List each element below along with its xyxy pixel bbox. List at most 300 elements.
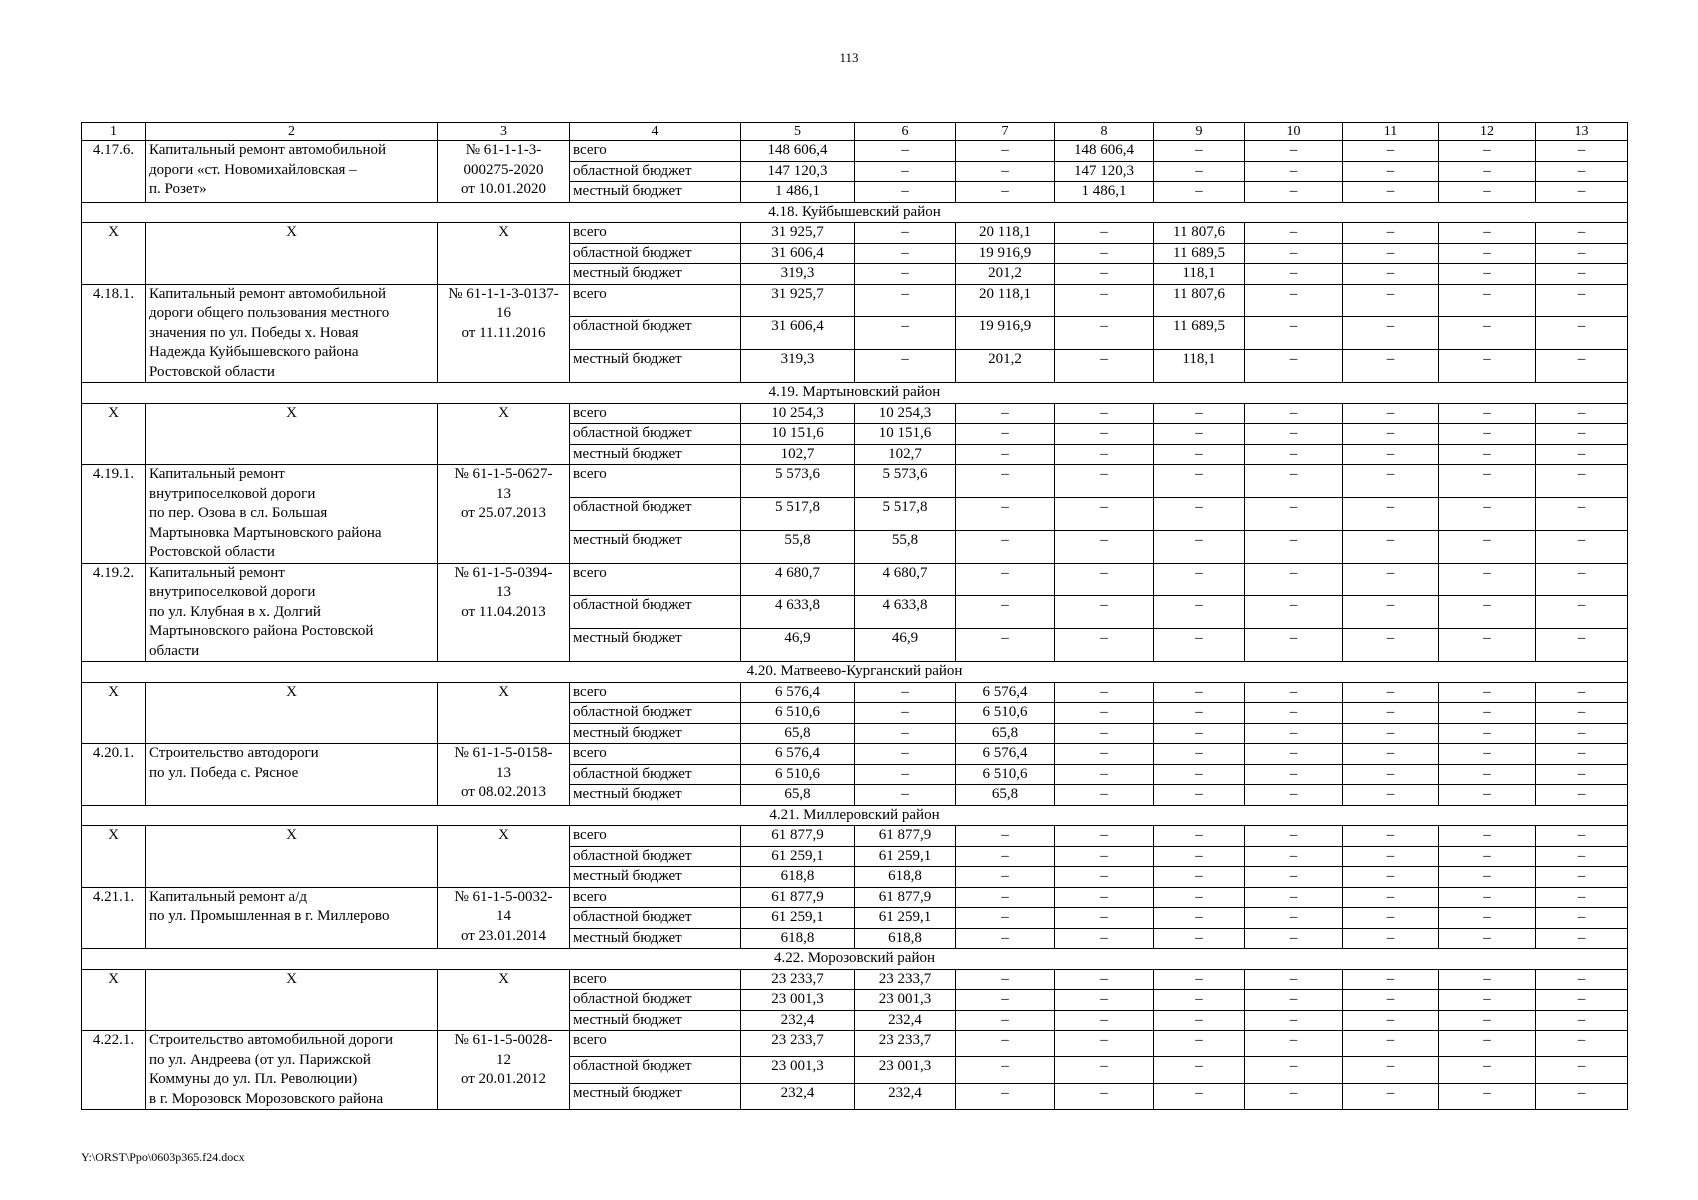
- object-name: [146, 223, 438, 285]
- value-cell: 201,2: [956, 350, 1055, 383]
- funding-source: местный бюджет: [570, 1083, 741, 1109]
- value-cell: –: [1154, 908, 1245, 929]
- item-number: 4.18.1.: [82, 284, 146, 383]
- value-cell: –: [1536, 908, 1628, 929]
- contract-number: [438, 284, 570, 383]
- value-cell: –: [1439, 350, 1536, 383]
- value-cell: 61 259,1: [741, 846, 855, 867]
- value-cell: –: [1536, 284, 1628, 317]
- value-cell: 31 925,7: [741, 223, 855, 244]
- contract-line: X: [498, 970, 509, 987]
- funding-source: местный бюджет: [570, 723, 741, 744]
- value-cell: –: [1343, 284, 1439, 317]
- value-cell: –: [1055, 243, 1154, 264]
- value-cell: –: [1439, 785, 1536, 806]
- table-row: [82, 403, 1628, 424]
- value-cell: 232,4: [855, 1010, 956, 1031]
- table-row: [82, 141, 1628, 162]
- contract-line: 000275-2020: [463, 161, 544, 178]
- value-cell: –: [1536, 744, 1628, 765]
- value-cell: –: [1536, 350, 1628, 383]
- contract-line: X: [498, 827, 509, 843]
- value-cell: 4 633,8: [855, 596, 956, 629]
- object-name-line: Капитальный ремонт: [149, 564, 285, 581]
- value-cell: –: [956, 990, 1055, 1011]
- contract-number: [438, 969, 570, 1031]
- contract-line: от 23.01.2014: [460, 927, 547, 944]
- funding-source: местный бюджет: [570, 629, 741, 662]
- funding-source: областной бюджет: [570, 846, 741, 867]
- table-body: [82, 123, 1628, 1110]
- value-cell: –: [1055, 1057, 1154, 1083]
- value-cell: 31 925,7: [741, 284, 855, 317]
- funding-source: местный бюджет: [570, 785, 741, 806]
- value-cell: –: [956, 497, 1055, 530]
- value-cell: 5 517,8: [855, 497, 956, 530]
- contract-line: от 11.11.2016: [461, 324, 546, 341]
- value-cell: –: [1439, 141, 1536, 162]
- funding-source: всего: [570, 1031, 741, 1057]
- table-row: [82, 887, 1628, 908]
- contract-line: № 61-1-5-0158-: [454, 745, 553, 761]
- value-cell: –: [1536, 1010, 1628, 1031]
- object-name-line: внутрипоселковой дороги: [149, 485, 316, 502]
- value-cell: –: [1245, 1010, 1343, 1031]
- value-cell: –: [1536, 243, 1628, 264]
- value-cell: –: [1536, 563, 1628, 596]
- funding-source: всего: [570, 969, 741, 990]
- value-cell: 23 233,7: [855, 969, 956, 990]
- contract-line: от 20.01.2012: [460, 1071, 547, 1087]
- value-cell: –: [1439, 1031, 1536, 1057]
- object-name-line: Капитальный ремонт а/д: [149, 888, 307, 905]
- contract-number: [438, 563, 570, 662]
- table-row: [82, 284, 1628, 317]
- funding-source: областной бюджет: [570, 703, 741, 724]
- value-cell: –: [1343, 563, 1439, 596]
- value-cell: –: [956, 161, 1055, 182]
- value-cell: –: [1245, 846, 1343, 867]
- item-number: X: [82, 223, 146, 285]
- value-cell: –: [956, 887, 1055, 908]
- value-cell: 6 510,6: [956, 703, 1055, 724]
- value-cell: –: [1536, 444, 1628, 465]
- value-cell: –: [1154, 723, 1245, 744]
- item-number: 4.20.1.: [82, 744, 146, 806]
- value-cell: –: [1245, 182, 1343, 203]
- value-cell: –: [1439, 826, 1536, 847]
- value-cell: 6 576,4: [956, 682, 1055, 703]
- value-cell: –: [1154, 969, 1245, 990]
- value-cell: –: [1055, 563, 1154, 596]
- item-number: X: [82, 826, 146, 888]
- value-cell: –: [1055, 744, 1154, 765]
- section-title: 4.20. Матвеево-Курганский район: [82, 662, 1628, 683]
- value-cell: 11 807,6: [1154, 284, 1245, 317]
- value-cell: –: [1055, 1010, 1154, 1031]
- funding-source: областной бюджет: [570, 497, 741, 530]
- value-cell: 65,8: [956, 723, 1055, 744]
- value-cell: –: [1154, 141, 1245, 162]
- header-cell: 4: [570, 123, 741, 141]
- value-cell: –: [1245, 682, 1343, 703]
- value-cell: –: [1536, 785, 1628, 806]
- funding-source: всего: [570, 744, 741, 765]
- value-cell: –: [1055, 264, 1154, 285]
- value-cell: –: [956, 424, 1055, 445]
- value-cell: –: [1245, 1083, 1343, 1109]
- value-cell: 6 510,6: [741, 764, 855, 785]
- value-cell: –: [1154, 826, 1245, 847]
- header-cell: 1: [82, 123, 146, 141]
- value-cell: –: [1245, 264, 1343, 285]
- value-cell: –: [1536, 764, 1628, 785]
- section-row: [82, 805, 1628, 826]
- value-cell: –: [1055, 530, 1154, 563]
- value-cell: –: [1343, 350, 1439, 383]
- contract-number: [438, 465, 570, 564]
- value-cell: –: [1245, 723, 1343, 744]
- object-name-line: X: [286, 683, 297, 700]
- table-row: [82, 744, 1628, 765]
- value-cell: –: [1439, 703, 1536, 724]
- value-cell: 46,9: [855, 629, 956, 662]
- contract-number: [438, 887, 570, 949]
- table-row: [82, 969, 1628, 990]
- object-name-line: Капитальный ремонт автомобильной: [149, 142, 387, 158]
- value-cell: –: [1536, 703, 1628, 724]
- value-cell: 148 606,4: [741, 141, 855, 162]
- value-cell: –: [956, 908, 1055, 929]
- value-cell: –: [1439, 928, 1536, 949]
- header-cell: 12: [1439, 123, 1536, 141]
- object-name-line: п. Розет»: [149, 181, 207, 197]
- value-cell: 618,8: [855, 867, 956, 888]
- value-cell: –: [1343, 182, 1439, 203]
- contract-line: 13: [496, 764, 511, 781]
- value-cell: –: [1245, 403, 1343, 424]
- value-cell: –: [1343, 785, 1439, 806]
- value-cell: –: [1154, 465, 1245, 498]
- value-cell: –: [1439, 243, 1536, 264]
- header-cell: 3: [438, 123, 570, 141]
- value-cell: –: [1439, 723, 1536, 744]
- header-cell: 6: [855, 123, 956, 141]
- value-cell: –: [1536, 141, 1628, 162]
- value-cell: –: [1154, 764, 1245, 785]
- value-cell: –: [1439, 682, 1536, 703]
- value-cell: –: [1055, 867, 1154, 888]
- value-cell: –: [1245, 223, 1343, 244]
- value-cell: –: [1439, 1057, 1536, 1083]
- value-cell: –: [1055, 497, 1154, 530]
- value-cell: –: [1343, 629, 1439, 662]
- value-cell: –: [956, 1031, 1055, 1057]
- value-cell: –: [1055, 1031, 1154, 1057]
- value-cell: –: [855, 284, 956, 317]
- value-cell: 6 576,4: [741, 744, 855, 765]
- value-cell: 10 254,3: [855, 403, 956, 424]
- value-cell: –: [1439, 596, 1536, 629]
- value-cell: –: [855, 264, 956, 285]
- value-cell: 5 517,8: [741, 497, 855, 530]
- value-cell: –: [1154, 867, 1245, 888]
- value-cell: –: [1055, 928, 1154, 949]
- section-row: [82, 202, 1628, 223]
- value-cell: –: [1055, 284, 1154, 317]
- funding-source: областной бюджет: [570, 908, 741, 929]
- section-title: 4.18. Куйбышевский район: [82, 202, 1628, 223]
- value-cell: –: [1154, 887, 1245, 908]
- value-cell: –: [1154, 1057, 1245, 1083]
- value-cell: –: [1154, 596, 1245, 629]
- value-cell: –: [855, 182, 956, 203]
- value-cell: –: [956, 826, 1055, 847]
- value-cell: –: [1154, 182, 1245, 203]
- value-cell: –: [1154, 530, 1245, 563]
- item-number: 4.19.2.: [82, 563, 146, 662]
- value-cell: 319,3: [741, 350, 855, 383]
- object-name-line: Капитальный ремонт автомобильной: [149, 285, 387, 302]
- value-cell: –: [1055, 317, 1154, 350]
- contract-number: [438, 223, 570, 285]
- value-cell: –: [1536, 867, 1628, 888]
- value-cell: –: [956, 928, 1055, 949]
- table-row: [82, 682, 1628, 703]
- object-name-line: по ул. Андреева (от ул. Парижской: [149, 1051, 371, 1068]
- value-cell: 19 916,9: [956, 243, 1055, 264]
- value-cell: –: [1439, 264, 1536, 285]
- value-cell: 1 486,1: [1055, 182, 1154, 203]
- funding-source: областной бюджет: [570, 317, 741, 350]
- contract-line: от 08.02.2013: [460, 784, 547, 800]
- value-cell: 10 254,3: [741, 403, 855, 424]
- contract-line: 12: [496, 1051, 511, 1068]
- header-row: [82, 123, 1628, 141]
- item-number: 4.19.1.: [82, 465, 146, 564]
- funding-source: областной бюджет: [570, 764, 741, 785]
- value-cell: 61 877,9: [855, 887, 956, 908]
- value-cell: –: [1439, 744, 1536, 765]
- value-cell: –: [1343, 161, 1439, 182]
- value-cell: –: [1245, 744, 1343, 765]
- value-cell: –: [1536, 969, 1628, 990]
- value-cell: 4 633,8: [741, 596, 855, 629]
- value-cell: –: [1154, 424, 1245, 445]
- page-number: 113: [839, 50, 859, 65]
- value-cell: 118,1: [1154, 350, 1245, 383]
- contract-line: № 61-1-5-0032-: [454, 888, 553, 905]
- value-cell: –: [1055, 826, 1154, 847]
- value-cell: –: [1245, 764, 1343, 785]
- value-cell: –: [1245, 629, 1343, 662]
- value-cell: –: [1245, 826, 1343, 847]
- contract-number: [438, 682, 570, 744]
- object-name: [146, 141, 438, 203]
- object-name-line: значения по ул. Победы х. Новая: [149, 324, 359, 341]
- object-name: [146, 403, 438, 465]
- funding-source: всего: [570, 465, 741, 498]
- value-cell: –: [1343, 1057, 1439, 1083]
- contract-line: от 11.04.2013: [461, 603, 546, 620]
- value-cell: –: [1439, 465, 1536, 498]
- value-cell: 6 510,6: [741, 703, 855, 724]
- value-cell: –: [1536, 723, 1628, 744]
- value-cell: 10 151,6: [741, 424, 855, 445]
- object-name: [146, 682, 438, 744]
- object-name: [146, 284, 438, 383]
- value-cell: –: [1343, 1010, 1439, 1031]
- value-cell: –: [1439, 403, 1536, 424]
- value-cell: –: [1154, 990, 1245, 1011]
- contract-line: от 10.01.2020: [460, 181, 547, 197]
- section-row: [82, 383, 1628, 404]
- value-cell: 6 576,4: [956, 744, 1055, 765]
- value-cell: 11 807,6: [1154, 223, 1245, 244]
- value-cell: –: [1343, 764, 1439, 785]
- object-name-line: дороги «ст. Новомихайловская –: [149, 161, 357, 178]
- value-cell: –: [1245, 563, 1343, 596]
- object-name-line: Строительство автомобильной дороги: [149, 1032, 394, 1048]
- contract-number: [438, 826, 570, 888]
- value-cell: 61 877,9: [741, 887, 855, 908]
- value-cell: –: [1343, 444, 1439, 465]
- value-cell: –: [1245, 530, 1343, 563]
- value-cell: –: [956, 1057, 1055, 1083]
- value-cell: –: [855, 744, 956, 765]
- value-cell: –: [1343, 969, 1439, 990]
- value-cell: –: [1245, 596, 1343, 629]
- value-cell: –: [1536, 990, 1628, 1011]
- value-cell: –: [1536, 317, 1628, 350]
- funding-source: местный бюджет: [570, 444, 741, 465]
- value-cell: –: [1536, 629, 1628, 662]
- object-name-line: X: [286, 404, 297, 421]
- contract-number: [438, 141, 570, 203]
- value-cell: –: [1536, 403, 1628, 424]
- value-cell: 61 259,1: [855, 846, 956, 867]
- value-cell: –: [956, 182, 1055, 203]
- value-cell: –: [1536, 1031, 1628, 1057]
- value-cell: –: [956, 563, 1055, 596]
- value-cell: 6 510,6: [956, 764, 1055, 785]
- value-cell: –: [1536, 223, 1628, 244]
- value-cell: –: [1343, 867, 1439, 888]
- value-cell: –: [1245, 969, 1343, 990]
- funding-source: местный бюджет: [570, 928, 741, 949]
- value-cell: –: [1536, 264, 1628, 285]
- value-cell: –: [1245, 444, 1343, 465]
- value-cell: –: [956, 465, 1055, 498]
- contract-line: 13: [496, 485, 511, 502]
- header-cell: 9: [1154, 123, 1245, 141]
- footer-file-path: Y:\ORST\Ppo\0603p365.f24.docx: [81, 1150, 245, 1164]
- funding-source: областной бюджет: [570, 990, 741, 1011]
- funding-source: местный бюджет: [570, 182, 741, 203]
- value-cell: 201,2: [956, 264, 1055, 285]
- object-name: [146, 1031, 438, 1110]
- value-cell: 5 573,6: [741, 465, 855, 498]
- object-name-line: в г. Морозовск Морозовского района: [149, 1090, 384, 1107]
- value-cell: –: [1154, 785, 1245, 806]
- value-cell: –: [956, 629, 1055, 662]
- value-cell: –: [1055, 785, 1154, 806]
- value-cell: –: [1343, 530, 1439, 563]
- funding-source: всего: [570, 563, 741, 596]
- value-cell: –: [1536, 424, 1628, 445]
- value-cell: –: [1536, 928, 1628, 949]
- value-cell: –: [1439, 563, 1536, 596]
- value-cell: –: [1343, 1031, 1439, 1057]
- value-cell: 23 001,3: [741, 1057, 855, 1083]
- value-cell: 10 151,6: [855, 424, 956, 445]
- header-cell: 2: [146, 123, 438, 141]
- value-cell: –: [1536, 826, 1628, 847]
- value-cell: –: [956, 846, 1055, 867]
- value-cell: –: [1343, 826, 1439, 847]
- value-cell: –: [1055, 444, 1154, 465]
- funding-source: всего: [570, 887, 741, 908]
- table-row: [82, 223, 1628, 244]
- object-name-line: Строительство автодороги: [149, 745, 319, 761]
- value-cell: 148 606,4: [1055, 141, 1154, 162]
- value-cell: 23 233,7: [741, 969, 855, 990]
- value-cell: –: [956, 444, 1055, 465]
- value-cell: –: [1439, 846, 1536, 867]
- value-cell: –: [1245, 703, 1343, 724]
- item-number: X: [82, 682, 146, 744]
- value-cell: –: [1343, 403, 1439, 424]
- value-cell: –: [1439, 887, 1536, 908]
- value-cell: –: [1439, 629, 1536, 662]
- header-cell: 8: [1055, 123, 1154, 141]
- value-cell: –: [1245, 424, 1343, 445]
- item-number: X: [82, 403, 146, 465]
- value-cell: 4 680,7: [855, 563, 956, 596]
- section-row: [82, 949, 1628, 970]
- contract-line: X: [498, 224, 509, 240]
- value-cell: –: [1439, 1083, 1536, 1109]
- value-cell: –: [1245, 284, 1343, 317]
- funding-source: областной бюджет: [570, 424, 741, 445]
- contract-number: [438, 1031, 570, 1110]
- funding-source: всего: [570, 403, 741, 424]
- value-cell: –: [1439, 497, 1536, 530]
- value-cell: –: [1536, 887, 1628, 908]
- contract-line: X: [498, 404, 509, 421]
- value-cell: –: [1055, 969, 1154, 990]
- value-cell: –: [1055, 887, 1154, 908]
- value-cell: –: [1245, 928, 1343, 949]
- value-cell: –: [1245, 141, 1343, 162]
- object-name-line: Ростовской области: [149, 544, 275, 560]
- value-cell: –: [1154, 629, 1245, 662]
- value-cell: –: [956, 141, 1055, 162]
- value-cell: –: [956, 530, 1055, 563]
- value-cell: 65,8: [956, 785, 1055, 806]
- funding-source: всего: [570, 284, 741, 317]
- object-name-line: X: [286, 970, 297, 987]
- value-cell: 618,8: [855, 928, 956, 949]
- value-cell: –: [1343, 317, 1439, 350]
- value-cell: –: [855, 317, 956, 350]
- value-cell: –: [1343, 596, 1439, 629]
- value-cell: –: [956, 1083, 1055, 1109]
- value-cell: –: [1055, 908, 1154, 929]
- object-name-line: Надежда Куйбышевского района: [149, 344, 359, 360]
- section-row: [82, 662, 1628, 683]
- value-cell: 232,4: [741, 1010, 855, 1031]
